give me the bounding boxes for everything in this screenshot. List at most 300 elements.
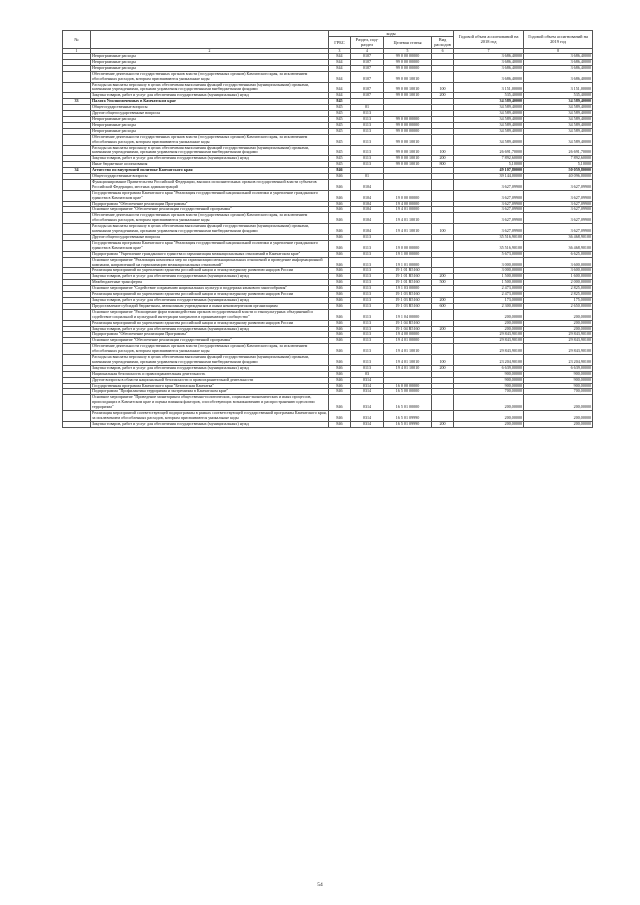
amount-2018: 35 516,90100 [454, 235, 524, 241]
amount-2018: 34 589,40000 [454, 134, 524, 145]
expense-type-code: 200 [432, 274, 454, 280]
amount-2018: 3 627,09900 [454, 213, 524, 224]
amount-2019: 900,00000 [524, 371, 593, 377]
column-index: 5 [384, 48, 432, 53]
target-code [384, 179, 432, 190]
grbs-code: 846 [329, 332, 351, 338]
target-code: 19 4 01 10010 [384, 224, 432, 235]
budget-table [62, 30, 593, 428]
expense-type-code [432, 395, 454, 411]
grbs-code: 846 [329, 179, 351, 190]
target-code: 99 0 00 10010 [384, 71, 432, 82]
target-code: 99 0 00 00000 [384, 54, 432, 60]
item-name: Обеспечение деятельности государственных органов власти (государственных органов) Камчатского края, за исключением обособленных расходов, которым присваиваются уникальные коды [91, 213, 329, 224]
target-code: 16 5 00 00000 [384, 389, 432, 395]
column-index: 7 [454, 48, 524, 53]
col-codes-header: коды [329, 31, 454, 37]
section-code: 0113 [351, 338, 384, 344]
amount-2018: 2 300,00000 [454, 303, 524, 309]
row-number [63, 309, 91, 320]
expense-type-code: 100 [432, 355, 454, 366]
target-code: 16 5 01 00000 [384, 395, 432, 411]
item-name: Общегосударственные вопросы [91, 105, 329, 111]
amount-2018: 5,10000 [454, 162, 524, 168]
amount-2019: 900,00000 [524, 383, 593, 389]
expense-type-code: 600 [432, 303, 454, 309]
column-index: 3 [329, 48, 351, 53]
section-code: 0113 [351, 268, 384, 274]
col-num-header: № [63, 31, 91, 49]
expense-type-code: 200 [432, 326, 454, 332]
item-name: Реализация мероприятий по укреплению единства российской нации и этнокультурному развитию народов России [91, 320, 329, 326]
grbs-code: 844 [329, 54, 351, 60]
item-name: Закупка товаров, работ и услуг для обеспечения государственных (муниципальных) нужд [91, 274, 329, 280]
expense-type-code: 800 [432, 162, 454, 168]
row-number [63, 145, 91, 156]
item-name: Предоставление субсидий бюджетным, автономным учреждениям и иным некоммерческим организациям [91, 303, 329, 309]
grbs-code: 846 [329, 190, 351, 201]
table-row [63, 344, 593, 355]
amount-2019: 26 691,70000 [524, 145, 593, 156]
grbs-code: 845 [329, 145, 351, 156]
item-name: Реализация мероприятий соответствующей подпрограммы в рамках соответствующей государственной программы Камчатского края, за исключением обособленных расходов, которым присваиваются уникальные коды [92, 410, 327, 421]
amount-2019: 3 627,09900 [524, 190, 593, 201]
amount-2019: 34 589,40000 [524, 122, 593, 128]
target-code: 99 0 00 10010 [384, 82, 432, 93]
amount-2018: 3 151,00000 [454, 82, 524, 93]
target-code: 19 1 03 R5160 [384, 297, 432, 303]
amount-2018: 1 500,00000 [454, 274, 524, 280]
grbs-code: 846 [329, 377, 351, 383]
expense-type-code: 200 [432, 365, 454, 371]
target-code: 19 1 04 00000 [384, 309, 432, 320]
item-name: Межбюджетные трансферты [91, 280, 329, 286]
column-index: 4 [351, 48, 384, 53]
target-code: 19 4 00 00000 [384, 332, 432, 338]
grbs-code: 845 [329, 162, 351, 168]
amount-2019: 3 686,40000 [524, 54, 593, 60]
budget-table-sheet [62, 30, 592, 428]
target-code: 19 1 04 R5160 [384, 320, 432, 326]
target-code: 19 1 03 00000 [384, 286, 432, 292]
amount-2018: 3 627,09900 [454, 190, 524, 201]
section-code: 0113 [351, 292, 384, 298]
grbs-code: 846 [329, 274, 351, 280]
item-name: Другие общегосударственные вопросы [91, 111, 329, 117]
col-2018-header: Годовой объем ассигнований на 2018 год [454, 31, 524, 49]
item-name: Непрограммные расходы [91, 122, 329, 128]
item-name: Основное мероприятие "Реализация комплекса мер по гармонизации межнациональных отношений и проведение информационной кампании, направленной на гармонизацию межнациональных отношений" [91, 257, 329, 268]
item-name: Национальная безопасность и правоохранительная деятельность [91, 371, 329, 377]
grbs-code: 846 [329, 268, 351, 274]
column-index: 8 [524, 48, 593, 53]
section-code: 0104 [351, 190, 384, 201]
target-code: 19 4 01 10010 [384, 365, 432, 371]
section-code: 0113 [351, 257, 384, 268]
amount-2019: 23 204,90100 [524, 355, 593, 366]
grbs-code: 846 [329, 421, 351, 427]
amount-2018: 2 473,00000 [454, 292, 524, 298]
item-name: Непрограммные расходы [91, 65, 329, 71]
column-index: 2 [91, 48, 329, 53]
grbs-code: 846 [329, 207, 351, 213]
item-name: Закупка товаров, работ и услуг для обеспечения государственных (муниципальных) нужд [91, 297, 329, 303]
amount-2019: 34 589,40000 [524, 128, 593, 134]
target-code: 99 0 00 00000 [384, 122, 432, 128]
table-row [63, 411, 593, 422]
amount-2018: 200,00000 [454, 326, 524, 332]
grbs-code: 846 [329, 292, 351, 298]
expense-type-code [432, 309, 454, 320]
amount-2019: 34 589,40000 [524, 116, 593, 122]
section-code: 0107 [351, 54, 384, 60]
item-name: Государственная программа Камчатского края "Реализация государственной национальной политики и укрепление гражданского единства в Камчатском крае" [91, 190, 329, 201]
target-code: 99 0 00 10010 [384, 162, 432, 168]
section-code: 0113 [351, 274, 384, 280]
target-code: 19 1 01 R5160 [384, 274, 432, 280]
target-code: 19 1 00 00000 [384, 251, 432, 257]
item-name: Обеспечение деятельности государственных органов власти (государственных органов) Камчатского края, за исключением обособленных расходов, которым присваиваются уникальные коды [91, 134, 329, 145]
section-code: 0113 [351, 251, 384, 257]
target-code: 99 0 00 00000 [384, 65, 432, 71]
expense-type-code: 100 [432, 145, 454, 156]
expense-type-code: 100 [432, 224, 454, 235]
amount-2018: 34 589,40000 [454, 99, 524, 105]
expense-type-code: 100 [432, 82, 454, 93]
amount-2019: 29 843,90100 [524, 344, 593, 355]
table-row [63, 71, 593, 82]
target-code: 99 0 00 00000 [384, 116, 432, 122]
grbs-code: 844 [329, 82, 351, 93]
amount-2019: 2 000,00000 [524, 280, 593, 286]
section-code: 0314 [351, 421, 384, 427]
amount-2019: 6 639,00000 [524, 365, 593, 371]
table-row [63, 355, 593, 366]
section-code: 0113 [351, 116, 384, 122]
grbs-code: 846 [329, 303, 351, 309]
amount-2018: 3 627,09900 [454, 207, 524, 213]
section-code: 0104 [351, 213, 384, 224]
table-body [63, 54, 593, 428]
grbs-code: 845 [329, 99, 351, 105]
grbs-code: 845 [329, 111, 351, 117]
grbs-code: 846 [329, 251, 351, 257]
row-number: 33 [63, 99, 91, 105]
expense-type-code [432, 190, 454, 201]
target-code: 19 4 01 10010 [384, 344, 432, 355]
expense-type-code: 200 [432, 156, 454, 162]
row-number [63, 134, 91, 145]
table-row [63, 82, 593, 93]
grbs-code: 846 [329, 411, 351, 422]
item-name: Подпрограмма "Обеспечение реализации Программы" [91, 332, 329, 338]
target-code: 99 0 00 10010 [384, 156, 432, 162]
section-code: 0314 [351, 395, 384, 411]
item-name: Подпрограмма "Обеспечение реализации Программы" [91, 201, 329, 207]
amount-2018: 34 589,40000 [454, 122, 524, 128]
item-name: Подпрограмма "Профилактика терроризма и экстремизма в Камчатском крае" [91, 389, 329, 395]
expense-type-code [432, 134, 454, 145]
amount-2018: 3 686,40000 [454, 59, 524, 65]
amount-2019: 2 825,00000 [524, 292, 593, 298]
amount-2018: 6 639,00000 [454, 365, 524, 371]
section-code: 0113 [351, 122, 384, 128]
expense-type-code [432, 240, 454, 251]
grbs-code: 846 [329, 389, 351, 395]
col-grbs-header: ГРБС [329, 37, 351, 48]
target-code: 19 4 01 10010 [384, 355, 432, 366]
grbs-code: 846 [329, 280, 351, 286]
amount-2019: 3 686,40000 [524, 71, 593, 82]
target-code: 99 0 00 00000 [384, 128, 432, 134]
section-code: 01 [351, 105, 384, 111]
table-header [63, 31, 593, 54]
grbs-code: 846 [329, 371, 351, 377]
expense-type-code [432, 411, 454, 422]
item-name: Закупка товаров, работ и услуг для обеспечения государственных (муниципальных) нужд [91, 93, 329, 99]
amount-2018: 26 691,70000 [454, 145, 524, 156]
section-code: 0314 [351, 383, 384, 389]
table-row [63, 213, 593, 224]
expense-type-code: 200 [432, 421, 454, 427]
row-number [63, 213, 91, 224]
section-code: 0314 [351, 377, 384, 383]
grbs-code: 845 [329, 105, 351, 111]
amount-2018: 34 589,40000 [454, 128, 524, 134]
row-number [63, 71, 91, 82]
target-code: 19 0 00 00000 [384, 240, 432, 251]
amount-2018: 35 516,90100 [454, 240, 524, 251]
expense-type-code: 500 [432, 280, 454, 286]
row-number [63, 421, 91, 427]
amount-2019: 2 650,00000 [524, 303, 593, 309]
grbs-code: 846 [329, 320, 351, 326]
amount-2019: 3 151,00000 [524, 82, 593, 93]
item-name: Основное мероприятие "Обеспечение реализации государственной программы" [91, 207, 329, 213]
target-code: 16 0 00 00000 [384, 383, 432, 389]
amount-2018: 535,40000 [454, 93, 524, 99]
amount-2018: 34 589,40000 [454, 111, 524, 117]
grbs-code: 846 [329, 395, 351, 411]
amount-2018: 49 107,80000 [454, 168, 524, 174]
amount-2018: 200,00000 [454, 309, 524, 320]
item-name: Функционирование Правительства Российской Федерации, высших исполнительных органов государственной власти субъектов Российской Федерации, местных администраций [91, 179, 329, 190]
grbs-code: 846 [329, 201, 351, 207]
grbs-code: 845 [329, 116, 351, 122]
amount-2019: 3 627,09900 [524, 207, 593, 213]
amount-2018: 200,00000 [454, 411, 524, 422]
item-name: Расходы на выплаты персоналу в целях обеспечения выполнения функций государственными (муниципальными) органами, казенными учреждениями, органами управления государственными внебюджетными фондами [91, 355, 329, 366]
amount-2018: 3 686,40000 [454, 54, 524, 60]
grbs-code: 846 [329, 309, 351, 320]
table-row [63, 224, 593, 235]
expense-type-code [432, 257, 454, 268]
section-code: 0107 [351, 82, 384, 93]
section-code: 0107 [351, 65, 384, 71]
item-name: Реализация мероприятий по укреплению единства российской нации и этнокультурному развитию народов России [91, 292, 329, 298]
section-code: 0113 [351, 365, 384, 371]
section-code: 0107 [351, 93, 384, 99]
grbs-code: 846 [329, 174, 351, 180]
table-row [63, 257, 593, 268]
grbs-code: 844 [329, 93, 351, 99]
row-number [63, 395, 91, 411]
col-2019-header: Годовой объем ассигнований на 2019 год [524, 31, 593, 49]
amount-2019: 200,00000 [524, 421, 593, 427]
expense-type-code: 200 [432, 93, 454, 99]
item-name: Обеспечение деятельности государственных органов власти (государственных органов) Камчатского края, за исключением обособленных расходов, которым присваиваются уникальные коды [91, 344, 329, 355]
grbs-code: 844 [329, 59, 351, 65]
amount-2019: 50 059,80000 [524, 168, 593, 174]
amount-2019: 3 627,09900 [524, 224, 593, 235]
section-code: 01 [351, 174, 384, 180]
target-code: 99 0 00 10010 [384, 145, 432, 156]
amount-2019: 175,00000 [524, 297, 593, 303]
page-number: 54 [317, 882, 323, 888]
item-name: Общегосударственные вопросы [91, 174, 329, 180]
item-name: Основное мероприятие "Расширение форм взаимодействия органов государственной власти и этнокультурных объединений и содействие социальной и культурной интеграции мигрантов в принимающее сообщество" [91, 309, 329, 320]
section-code: 0113 [351, 235, 384, 241]
amount-2019: 3 627,09900 [524, 213, 593, 224]
section-code: 0107 [351, 71, 384, 82]
amount-2018: 34 589,40000 [454, 105, 524, 111]
row-number: 34 [63, 168, 91, 174]
amount-2019: 3 627,09900 [524, 179, 593, 190]
amount-2019: 34 589,40000 [524, 99, 593, 105]
grbs-code: 844 [329, 65, 351, 71]
target-code: 16 5 01 09990 [384, 421, 432, 427]
amount-2018: 3 000,00000 [454, 268, 524, 274]
amount-2018: 34 589,40000 [454, 116, 524, 122]
target-code: 19 0 00 00000 [384, 190, 432, 201]
table-row [63, 309, 593, 320]
item-name: Закупка товаров, работ и услуг для обеспечения государственных (муниципальных) нужд [91, 421, 329, 427]
section-code: 0113 [351, 320, 384, 326]
column-index: 6 [432, 48, 454, 53]
expense-type-code [432, 179, 454, 190]
amount-2018: 29 843,90100 [454, 338, 524, 344]
table-row [63, 145, 593, 156]
grbs-code: 846 [329, 338, 351, 344]
amount-2019: 200,00000 [524, 309, 593, 320]
amount-2019: 36 468,90100 [524, 240, 593, 251]
row-number [63, 257, 91, 268]
target-code: 19 1 03 R5160 [384, 303, 432, 309]
amount-2018: 29 843,90100 [454, 344, 524, 355]
amount-2019: 3 600,00000 [524, 257, 593, 268]
grbs-code: 846 [329, 235, 351, 241]
amount-2019: 3 686,40000 [524, 65, 593, 71]
grbs-code: 846 [329, 297, 351, 303]
target-code: 19 1 01 00000 [384, 257, 432, 268]
grbs-code: 846 [329, 344, 351, 355]
amount-2019: 7 892,60000 [524, 156, 593, 162]
section-code: 0113 [351, 111, 384, 117]
section-code: 0104 [351, 201, 384, 207]
amount-2018: 1 500,00000 [454, 280, 524, 286]
amount-2018: 900,00000 [454, 371, 524, 377]
amount-2019: 40 096,00000 [524, 174, 593, 180]
amount-2019: 700,00000 [524, 389, 593, 395]
grbs-code: 846 [329, 326, 351, 332]
amount-2019: 34 589,40000 [524, 105, 593, 111]
expense-type-code: 200 [432, 297, 454, 303]
amount-2018: 7 892,60000 [454, 156, 524, 162]
amount-2019: 29 843,90100 [524, 332, 593, 338]
section-code: 0113 [351, 162, 384, 168]
grbs-code: 846 [329, 168, 351, 174]
item-name: Непрограммные расходы [91, 54, 329, 60]
expense-type-code [432, 344, 454, 355]
section-code: 0113 [351, 286, 384, 292]
amount-2019: 3 600,00000 [524, 268, 593, 274]
amount-2018: 3 627,09900 [454, 224, 524, 235]
grbs-code: 845 [329, 134, 351, 145]
target-code: 19 4 01 00000 [384, 338, 432, 344]
target-code: 16 5 01 09990 [384, 411, 432, 422]
row-number [63, 355, 91, 366]
table-row [63, 421, 593, 427]
row-number [63, 82, 91, 93]
amount-2018: 200,00000 [454, 421, 524, 427]
amount-2019: 36 468,90100 [524, 235, 593, 241]
grbs-code: 845 [329, 156, 351, 162]
amount-2019: 5,10000 [524, 162, 593, 168]
item-name: Иные бюджетные ассигнования [91, 162, 329, 168]
section-code: 0113 [351, 309, 384, 320]
amount-2019: 200,00000 [524, 395, 593, 411]
grbs-code: 845 [329, 128, 351, 134]
section-code: 0104 [351, 224, 384, 235]
section-code: 0113 [351, 128, 384, 134]
section-code: 0113 [351, 280, 384, 286]
amount-2019: 200,00000 [524, 326, 593, 332]
item-name: Закупка товаров, работ и услуг для обеспечения государственных (муниципальных) нужд [91, 365, 329, 371]
item-name: Другие вопросы в области национальной безопасности и правоохранительной деятельности [91, 377, 329, 383]
grbs-code: 846 [329, 240, 351, 251]
col-name-header [91, 31, 329, 49]
row-number [63, 411, 91, 422]
table-row [63, 179, 593, 190]
section-code: 0314 [351, 389, 384, 395]
target-code: 19 1 03 R5160 [384, 292, 432, 298]
amount-2018: 3 000,00000 [454, 257, 524, 268]
table-row [63, 134, 593, 145]
item-name: Реализация мероприятий по укреплению единства российской нации и этнокультурному развитию народов России [91, 268, 329, 274]
row-number [63, 179, 91, 190]
col-section-header: Раздел, под-раздел [351, 37, 384, 48]
section-code: 0113 [351, 332, 384, 338]
item-name: Основное мероприятие "Содействие сохранению национальных культур и поддержка языкового многообразия" [91, 286, 329, 292]
item-name: Обеспечение деятельности государственных органов власти (государственных органов) Камчатского края, за исключением обособленных расходов, которым присваиваются уникальные коды [91, 71, 329, 82]
amount-2019: 3 627,09900 [524, 201, 593, 207]
amount-2019: 34 589,40000 [524, 111, 593, 117]
section-code: 0104 [351, 179, 384, 190]
item-name: Палата Уполномоченных в Камчатском крае [91, 99, 329, 105]
amount-2018: 173,00000 [454, 297, 524, 303]
amount-2019: 34 589,40000 [524, 134, 593, 145]
table-row [63, 240, 593, 251]
table-row [63, 190, 593, 201]
amount-2018: 2 473,00000 [454, 286, 524, 292]
row-number [63, 240, 91, 251]
target-code: 99 0 00 10010 [384, 93, 432, 99]
row-number [63, 344, 91, 355]
section-code: 0107 [351, 59, 384, 65]
amount-2019: 3 686,40000 [524, 59, 593, 65]
item-name: Непрограммные расходы [91, 128, 329, 134]
target-code: 19 4 01 00000 [384, 207, 432, 213]
